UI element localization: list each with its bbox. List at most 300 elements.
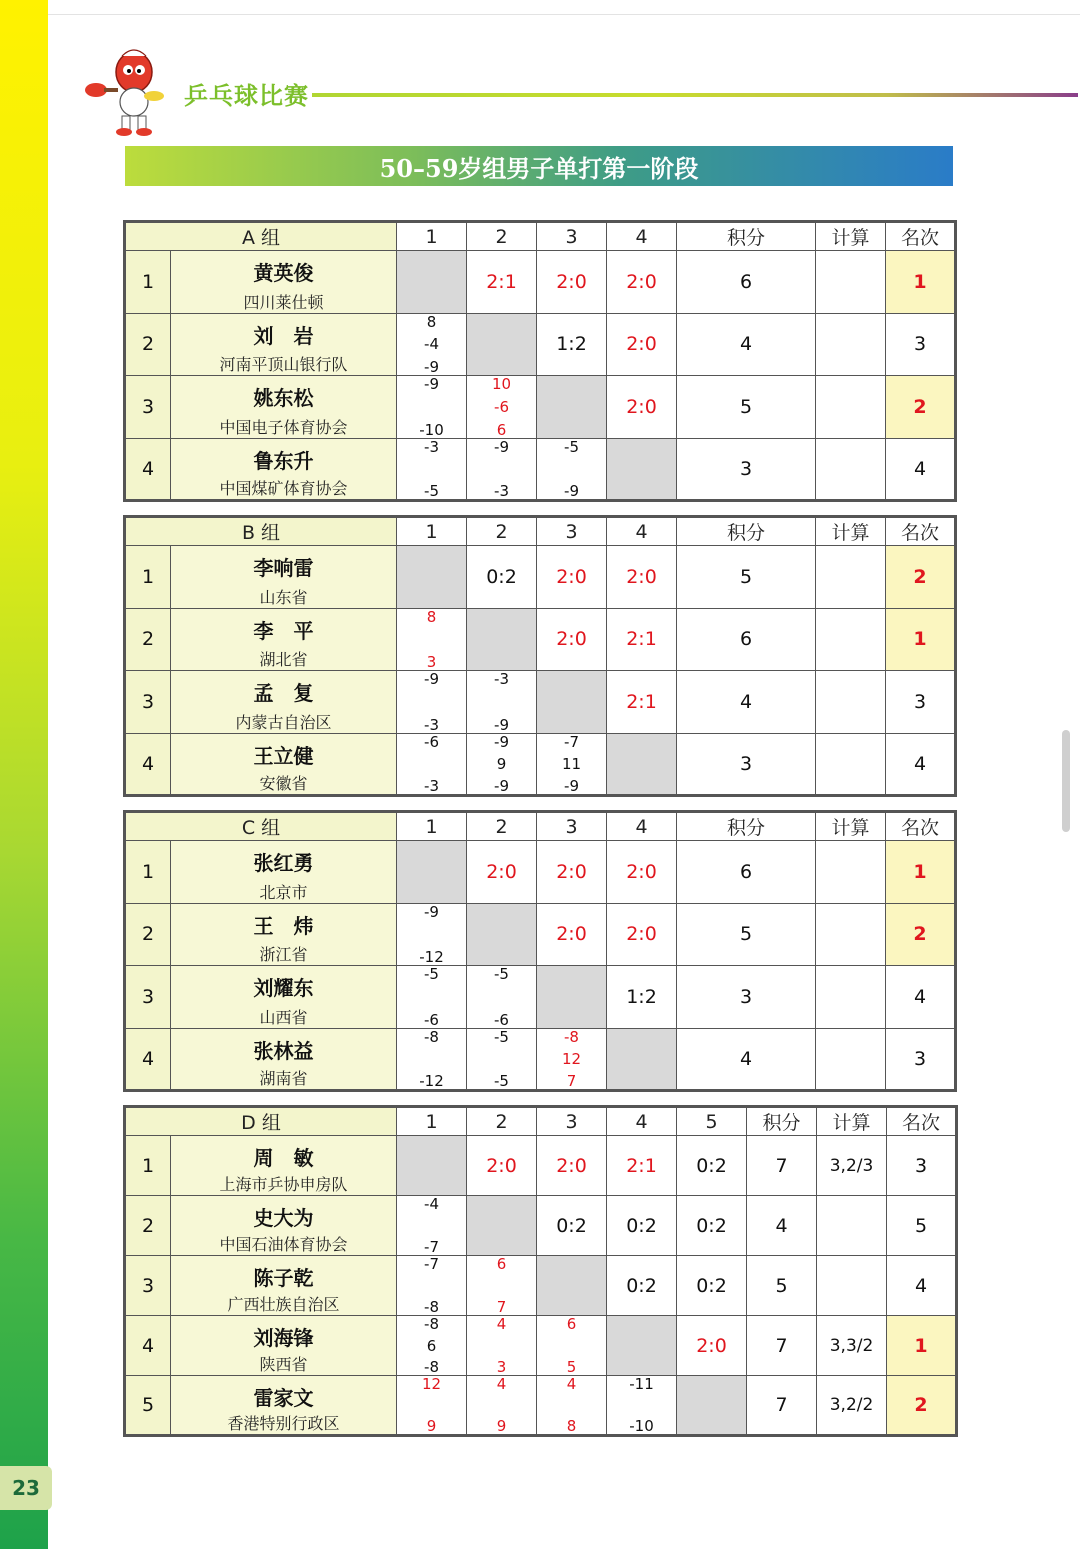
rank-value: 3: [887, 1136, 957, 1196]
game-score-list: [397, 904, 466, 966]
game-score: -9: [494, 732, 509, 751]
match-score: 2:0: [607, 546, 677, 609]
player-team: 中国石油体育协会: [219, 1235, 348, 1254]
rank-value: 4: [886, 966, 956, 1029]
seed-number: 1: [125, 841, 171, 904]
game-score-list: [467, 966, 536, 1028]
player-cell: [171, 671, 397, 734]
game-score: -9: [424, 670, 439, 688]
game-score-list: [397, 1029, 466, 1090]
rank-value: 2: [886, 376, 956, 439]
calc-value: [817, 1196, 887, 1256]
game-score: -8: [424, 1315, 439, 1333]
seed-number: 4: [125, 438, 171, 501]
match-score: 2:0: [537, 546, 607, 609]
game-score: -9: [494, 777, 509, 795]
game-score-list: [397, 1316, 466, 1375]
game-score: -9: [494, 437, 509, 456]
game-score: -7: [424, 1238, 439, 1256]
points-value: 7: [747, 1136, 817, 1196]
game-scores: [537, 1376, 607, 1436]
game-score: -4: [424, 1195, 439, 1213]
match-score: 2:0: [607, 376, 677, 439]
rank-header: 名次: [886, 812, 956, 841]
points-value: 6: [677, 251, 816, 314]
left-color-band: [0, 0, 48, 1549]
calc-header: 计算: [817, 1107, 887, 1136]
column-header-4: 4: [607, 812, 677, 841]
rank-value: 3: [886, 671, 956, 734]
game-score: -6: [424, 732, 439, 751]
game-score: -6: [494, 1010, 509, 1029]
game-score: -7: [564, 732, 579, 751]
match-score: 2:0: [607, 251, 677, 314]
game-score: -12: [419, 1072, 444, 1090]
group-header-row: [125, 1107, 957, 1136]
match-score: 2:0: [467, 1136, 537, 1196]
player-team: 四川莱仕顿: [243, 292, 324, 312]
game-scores: [467, 376, 537, 439]
self-match-cell: [397, 546, 467, 609]
points-value: 4: [747, 1196, 817, 1256]
self-match-cell: [607, 1028, 677, 1091]
player-name: 鲁东升: [253, 448, 314, 473]
column-header-4: 4: [607, 222, 677, 251]
rank-value: 1: [886, 608, 956, 671]
column-header-4: 4: [607, 517, 677, 546]
game-score-list: [397, 609, 466, 671]
match-score: 2:0: [467, 841, 537, 904]
game-score: 6: [496, 420, 507, 439]
points-value: 3: [677, 438, 816, 501]
game-scores: [537, 1316, 607, 1376]
game-score-list: [537, 1316, 606, 1375]
match-score: 2:0: [537, 608, 607, 671]
calc-value: [816, 376, 886, 439]
game-score: -6: [424, 1010, 439, 1029]
match-score: 0:2: [607, 1256, 677, 1316]
game-score: -5: [424, 965, 439, 983]
seed-number: 3: [125, 671, 171, 734]
game-score: -3: [424, 437, 439, 456]
game-scores: [467, 671, 537, 734]
player-name: 李 平: [253, 618, 314, 643]
points-value: 3: [677, 733, 816, 796]
game-score: -5: [494, 1027, 509, 1046]
column-header-3: 3: [537, 1107, 607, 1136]
self-match-cell: [537, 966, 607, 1029]
self-match-cell: [537, 671, 607, 734]
player-cell: [171, 376, 397, 439]
group-header-row: [125, 222, 956, 251]
player-name: 李响雷: [253, 556, 314, 580]
game-score: 5: [566, 1358, 577, 1376]
column-header-4: 4: [607, 1107, 677, 1136]
game-scores: [397, 438, 467, 501]
player-name: 孟 复: [253, 681, 314, 705]
game-score: 11: [561, 754, 582, 773]
self-match-cell: [607, 733, 677, 796]
seed-number: 3: [125, 966, 171, 1029]
game-score: -9: [424, 358, 439, 376]
game-score: 8: [426, 312, 437, 331]
seed-number: 2: [125, 903, 171, 966]
game-score: -4: [424, 335, 439, 354]
game-score: -3: [494, 670, 509, 688]
game-score: 9: [496, 1417, 507, 1435]
player-team: 中国电子体育协会: [219, 417, 348, 437]
match-score: 1:2: [537, 313, 607, 376]
group-name: D 组: [125, 1107, 397, 1136]
seed-number: 2: [125, 1196, 171, 1256]
player-team: 上海市乒协申房队: [219, 1175, 348, 1194]
player-row: [125, 733, 956, 796]
player-name: 姚东松: [253, 386, 314, 410]
self-match-cell: [677, 1376, 747, 1436]
seed-number: 1: [125, 251, 171, 314]
seed-number: 4: [125, 1028, 171, 1091]
column-header-2: 2: [467, 812, 537, 841]
calc-value: [816, 546, 886, 609]
game-scores: [537, 438, 607, 501]
game-score-list: [467, 1376, 536, 1434]
game-score: -8: [564, 1027, 579, 1046]
player-row: [125, 1376, 957, 1436]
rank-value: 1: [886, 251, 956, 314]
game-score: 7: [566, 1072, 577, 1090]
points-value: 6: [677, 608, 816, 671]
rank-value: 2: [887, 1376, 957, 1436]
player-row: [125, 1256, 957, 1316]
self-match-cell: [467, 1196, 537, 1256]
game-score: 8: [426, 607, 437, 626]
section-banner: 50–59岁组男子单打第一阶段: [125, 146, 953, 186]
calc-header: 计算: [816, 222, 886, 251]
game-score: -8: [424, 1027, 439, 1046]
player-team: 山东省: [259, 587, 308, 607]
match-score: 2:1: [607, 608, 677, 671]
player-cell: [171, 903, 397, 966]
game-score-list: [397, 966, 466, 1028]
game-score-list: [397, 376, 466, 438]
points-value: 5: [747, 1256, 817, 1316]
player-row: [125, 251, 956, 314]
calc-header: 计算: [816, 517, 886, 546]
game-score: -11: [629, 1375, 654, 1393]
seed-number: 4: [125, 1316, 171, 1376]
game-score: -7: [424, 1255, 439, 1273]
points-value: 3: [677, 966, 816, 1029]
player-name: 张红勇: [253, 851, 314, 875]
game-score-list: [467, 439, 536, 500]
game-scores: [607, 1376, 677, 1436]
seed-number: 1: [125, 1136, 171, 1196]
game-score-list: [467, 1316, 536, 1375]
points-value: 5: [677, 376, 816, 439]
match-score: 2:0: [607, 841, 677, 904]
player-row: [125, 608, 956, 671]
game-score-list: [397, 734, 466, 795]
player-row: [125, 903, 956, 966]
self-match-cell: [397, 841, 467, 904]
game-score-list: [397, 1376, 466, 1434]
match-score: 2:1: [607, 671, 677, 734]
calc-value: [816, 1028, 886, 1091]
player-name: 雷家文: [253, 1386, 314, 1410]
header-title: 乒乓球比赛: [184, 82, 309, 110]
match-score: 2:0: [607, 903, 677, 966]
calc-value: [816, 313, 886, 376]
player-row: [125, 1196, 957, 1256]
player-row: [125, 1136, 957, 1196]
player-cell: [171, 546, 397, 609]
game-score-list: [537, 734, 606, 795]
match-score: 0:2: [677, 1196, 747, 1256]
seed-number: 3: [125, 1256, 171, 1316]
rank-value: 1: [887, 1316, 957, 1376]
game-scores: [467, 1028, 537, 1091]
seed-number: 1: [125, 546, 171, 609]
player-name: 王 炜: [253, 913, 314, 938]
player-team: 浙江省: [259, 945, 308, 964]
game-scores: [397, 733, 467, 796]
game-score-list: [467, 1029, 536, 1090]
rank-header: 名次: [886, 517, 956, 546]
points-value: 4: [677, 671, 816, 734]
player-cell: [171, 608, 397, 671]
player-row: [125, 313, 956, 376]
player-team: 广西壮族自治区: [227, 1295, 340, 1314]
match-score: 0:2: [677, 1136, 747, 1196]
player-cell: [171, 966, 397, 1029]
game-score-list: [397, 314, 466, 376]
game-score-list: [537, 1029, 606, 1090]
player-cell: [171, 1028, 397, 1091]
player-team: 中国煤矿体育协会: [219, 479, 348, 498]
game-scores: [397, 966, 467, 1029]
match-score: 2:1: [467, 251, 537, 314]
self-match-cell: [607, 1316, 677, 1376]
match-score: 1:2: [607, 966, 677, 1029]
column-header-2: 2: [467, 222, 537, 251]
game-scores: [467, 966, 537, 1029]
group-name: A 组: [125, 222, 397, 251]
self-match-cell: [537, 1256, 607, 1316]
game-scores: [467, 1316, 537, 1376]
game-scores: [397, 903, 467, 966]
player-name: 刘海锋: [253, 1326, 314, 1350]
player-name: 史大为: [253, 1206, 314, 1230]
game-scores: [397, 1028, 467, 1091]
game-score: 9: [496, 754, 507, 773]
column-header-2: 2: [467, 1107, 537, 1136]
rank-header: 名次: [887, 1107, 957, 1136]
points-value: 4: [677, 313, 816, 376]
player-cell: [171, 438, 397, 501]
game-score: -6: [494, 397, 509, 416]
player-team: 陕西省: [259, 1355, 308, 1374]
player-cell: [171, 1376, 397, 1436]
seed-number: 5: [125, 1376, 171, 1436]
game-scores: [467, 1256, 537, 1316]
match-score: 2:1: [607, 1136, 677, 1196]
game-score: -10: [419, 420, 444, 439]
group-header-row: [125, 517, 956, 546]
rank-value: 5: [887, 1196, 957, 1256]
game-scores: [467, 1376, 537, 1436]
player-row: [125, 1316, 957, 1376]
match-score: 2:0: [537, 251, 607, 314]
game-score-list: [607, 1376, 676, 1434]
column-header-2: 2: [467, 517, 537, 546]
player-team: 河南平顶山银行队: [219, 355, 348, 374]
game-score: 3: [426, 653, 437, 671]
match-score: 2:0: [537, 841, 607, 904]
rank-header: 名次: [886, 222, 956, 251]
page-number: 23: [0, 1466, 52, 1510]
calc-value: 3,2/2: [817, 1376, 887, 1436]
scrollbar-thumb[interactable]: [1062, 730, 1070, 832]
match-score: 2:0: [677, 1316, 747, 1376]
points-value: 6: [677, 841, 816, 904]
seed-number: 2: [125, 313, 171, 376]
points-header: 积分: [677, 812, 816, 841]
calc-value: [816, 608, 886, 671]
column-header-1: 1: [397, 1107, 467, 1136]
rank-value: 2: [886, 903, 956, 966]
column-header-5: 5: [677, 1107, 747, 1136]
game-scores: [467, 733, 537, 796]
game-score: 4: [566, 1375, 577, 1393]
rank-value: 4: [887, 1256, 957, 1316]
game-score-list: [467, 376, 536, 438]
game-scores: [397, 1316, 467, 1376]
game-score-list: [397, 1256, 466, 1315]
player-team: 香港特别行政区: [227, 1414, 340, 1433]
game-score: 3: [496, 1358, 507, 1376]
game-score: 10: [491, 375, 512, 393]
game-scores: [537, 733, 607, 796]
rank-value: 3: [886, 1028, 956, 1091]
self-match-cell: [397, 251, 467, 314]
game-score: -9: [424, 902, 439, 921]
game-score: 6: [496, 1255, 507, 1273]
game-scores: [397, 376, 467, 439]
player-name: 周 敏: [253, 1146, 314, 1170]
game-score-list: [537, 439, 606, 500]
calc-header: 计算: [816, 812, 886, 841]
game-scores: [397, 313, 467, 376]
self-match-cell: [467, 313, 537, 376]
points-value: 5: [677, 903, 816, 966]
game-score: -5: [494, 1072, 509, 1090]
player-name: 黄英俊: [253, 261, 314, 285]
self-match-cell: [537, 376, 607, 439]
column-header-3: 3: [537, 517, 607, 546]
group-table-3: [123, 810, 957, 1092]
player-row: [125, 376, 956, 439]
game-score: -9: [424, 375, 439, 393]
player-name: 陈子乾: [253, 1266, 314, 1290]
game-score: -5: [424, 482, 439, 500]
match-score: 0:2: [677, 1256, 747, 1316]
game-score-list: [467, 671, 536, 733]
group-header-row: [125, 812, 956, 841]
match-score: 2:0: [607, 313, 677, 376]
game-score: -3: [494, 482, 509, 500]
game-score: -9: [564, 482, 579, 500]
points-value: 4: [677, 1028, 816, 1091]
game-score: 7: [496, 1298, 507, 1316]
game-scores: [537, 1028, 607, 1091]
self-match-cell: [467, 903, 537, 966]
game-score: 12: [421, 1375, 442, 1393]
game-score: -8: [424, 1358, 439, 1376]
mascot-icon: [82, 46, 182, 138]
player-name: 刘耀东: [253, 976, 314, 1000]
calc-value: 3,2/3: [817, 1136, 887, 1196]
player-cell: [171, 251, 397, 314]
self-match-cell: [467, 608, 537, 671]
player-team: 湖南省: [259, 1069, 308, 1088]
game-score-list: [397, 671, 466, 733]
calc-value: [816, 438, 886, 501]
game-score: 6: [566, 1315, 577, 1333]
rank-value: 4: [886, 438, 956, 501]
game-score: -9: [494, 715, 509, 734]
header-divider: [312, 93, 1078, 97]
player-cell: [171, 841, 397, 904]
points-value: 7: [747, 1376, 817, 1436]
match-score: 0:2: [537, 1196, 607, 1256]
game-score: 12: [561, 1049, 582, 1068]
game-score: 4: [496, 1375, 507, 1393]
player-row: [125, 1028, 956, 1091]
self-match-cell: [607, 438, 677, 501]
game-score: 8: [566, 1417, 577, 1435]
game-score: -9: [564, 777, 579, 795]
player-name: 王立健: [253, 743, 314, 768]
match-score: 0:2: [467, 546, 537, 609]
calc-value: 3,3/2: [817, 1316, 887, 1376]
column-header-1: 1: [397, 812, 467, 841]
points-header: 积分: [677, 222, 816, 251]
game-score-list: [397, 439, 466, 500]
group-table-1: [123, 220, 957, 502]
player-team: 北京市: [259, 882, 308, 902]
player-row: [125, 671, 956, 734]
player-cell: [171, 1316, 397, 1376]
player-row: [125, 546, 956, 609]
column-header-1: 1: [397, 517, 467, 546]
player-name: 张林益: [253, 1038, 314, 1063]
game-scores: [397, 608, 467, 671]
player-cell: [171, 1136, 397, 1196]
player-name: 刘 岩: [253, 323, 314, 348]
rank-value: 4: [886, 733, 956, 796]
player-team: 内蒙古自治区: [235, 712, 332, 732]
game-score-list: [467, 1256, 536, 1315]
game-score-list: [537, 1376, 606, 1434]
game-score-list: [467, 734, 536, 795]
game-scores: [397, 1376, 467, 1436]
game-score: 4: [496, 1315, 507, 1333]
game-score-list: [397, 1196, 466, 1255]
rank-value: 2: [886, 546, 956, 609]
game-score: -3: [424, 777, 439, 795]
player-cell: [171, 313, 397, 376]
player-team: 湖北省: [259, 650, 308, 669]
